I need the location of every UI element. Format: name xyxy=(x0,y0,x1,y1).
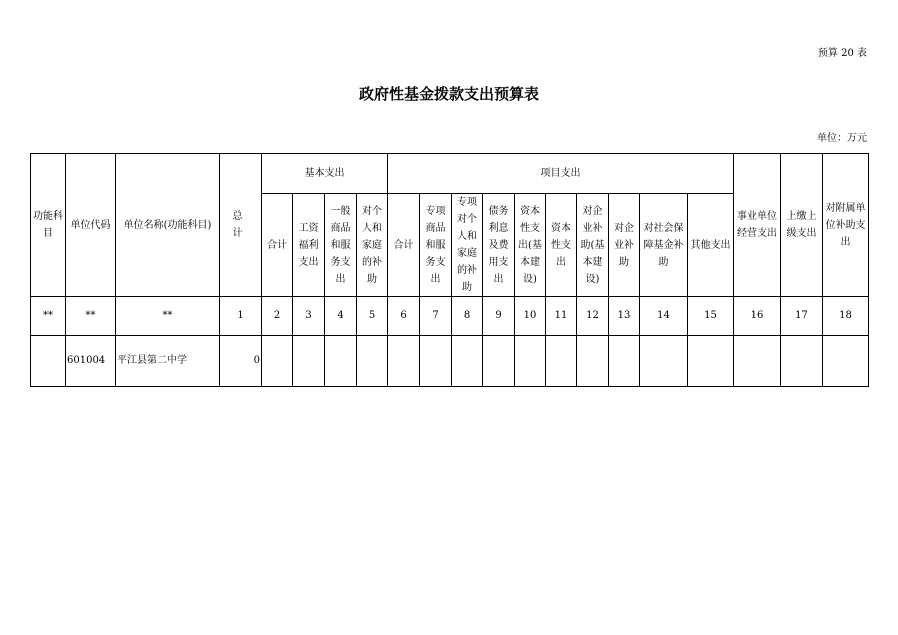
header-group-project: 项目支出 xyxy=(388,154,734,194)
column-number: 8 xyxy=(452,297,483,336)
header-project-enterprise-construction: 对企业补助(基本建设) xyxy=(577,194,609,297)
cell-value xyxy=(577,336,609,387)
header-project-other: 其他支出 xyxy=(688,194,734,297)
cell-value xyxy=(609,336,640,387)
header-project-capital-construction: 资本性支出(基本建设) xyxy=(515,194,546,297)
header-basic-salary-welfare: 工资福利支出 xyxy=(293,194,325,297)
column-number: 7 xyxy=(420,297,452,336)
cell-value xyxy=(293,336,325,387)
cell-total: 0 xyxy=(220,336,262,387)
table-row xyxy=(31,336,869,387)
header-superior-payment: 上缴上级支出 xyxy=(781,154,823,297)
cell-value xyxy=(325,336,357,387)
cell-func-subject xyxy=(31,336,66,387)
header-project-debt-interest: 债务利息及费用支出 xyxy=(483,194,515,297)
cell-value xyxy=(357,336,388,387)
column-number: 9 xyxy=(483,297,515,336)
page-title: 政府性基金拨款支出预算表 xyxy=(358,85,539,103)
header-unit-name: 单位名称(功能科目) xyxy=(116,154,220,297)
cell-unit-name: 平江县第二中学 xyxy=(116,336,220,387)
column-number: 3 xyxy=(293,297,325,336)
column-number: 12 xyxy=(577,297,609,336)
cell-value xyxy=(262,336,293,387)
budget-table xyxy=(30,153,869,387)
column-number: ** xyxy=(116,297,220,336)
header-project-subtotal: 合计 xyxy=(388,194,420,297)
header-subsidiary-subsidy: 对附属单位补助支出 xyxy=(823,154,869,297)
cell-value xyxy=(781,336,823,387)
column-number: 13 xyxy=(609,297,640,336)
header-func-subject: 功能科目 xyxy=(31,154,66,297)
header-project-personal-subsidy: 专项对个人和家庭的补助 xyxy=(452,194,483,297)
cell-value xyxy=(515,336,546,387)
cell-value xyxy=(420,336,452,387)
column-number: 4 xyxy=(325,297,357,336)
header-basic-personal-subsidy: 对个人和家庭的补助 xyxy=(357,194,388,297)
cell-value xyxy=(483,336,515,387)
cell-value xyxy=(688,336,734,387)
cell-value xyxy=(388,336,420,387)
column-number: 5 xyxy=(357,297,388,336)
header-unit-code: 单位代码 xyxy=(66,154,116,297)
column-number-row xyxy=(31,297,869,336)
column-number: 1 xyxy=(220,297,262,336)
header-group-basic: 基本支出 xyxy=(262,154,388,194)
column-number: 10 xyxy=(515,297,546,336)
header-project-goods-services: 专项商品和服务支出 xyxy=(420,194,452,297)
header-project-capital: 资本性支出 xyxy=(546,194,577,297)
header-basic-goods-services: 一般商品和服务支出 xyxy=(325,194,357,297)
header-total: 总 计 xyxy=(220,154,262,297)
column-number: 11 xyxy=(546,297,577,336)
header-project-social-security: 对社会保障基金补助 xyxy=(640,194,688,297)
column-number: 6 xyxy=(388,297,420,336)
form-number: 预算 20 表 xyxy=(817,48,867,59)
column-number: ** xyxy=(31,297,66,336)
cell-value xyxy=(452,336,483,387)
header-basic-subtotal: 合计 xyxy=(262,194,293,297)
column-number: 17 xyxy=(781,297,823,336)
column-number: ** xyxy=(66,297,116,336)
column-number: 15 xyxy=(688,297,734,336)
column-number: 2 xyxy=(262,297,293,336)
cell-unit-code: 601004 xyxy=(66,336,116,387)
header-business-expense: 事业单位经营支出 xyxy=(734,154,781,297)
column-number: 18 xyxy=(823,297,869,336)
unit-label: 单位：万元 xyxy=(817,133,867,144)
cell-value xyxy=(823,336,869,387)
cell-value xyxy=(734,336,781,387)
column-number: 16 xyxy=(734,297,781,336)
cell-value xyxy=(546,336,577,387)
column-number: 14 xyxy=(640,297,688,336)
header-project-enterprise-subsidy: 对企业补助 xyxy=(609,194,640,297)
cell-value xyxy=(640,336,688,387)
